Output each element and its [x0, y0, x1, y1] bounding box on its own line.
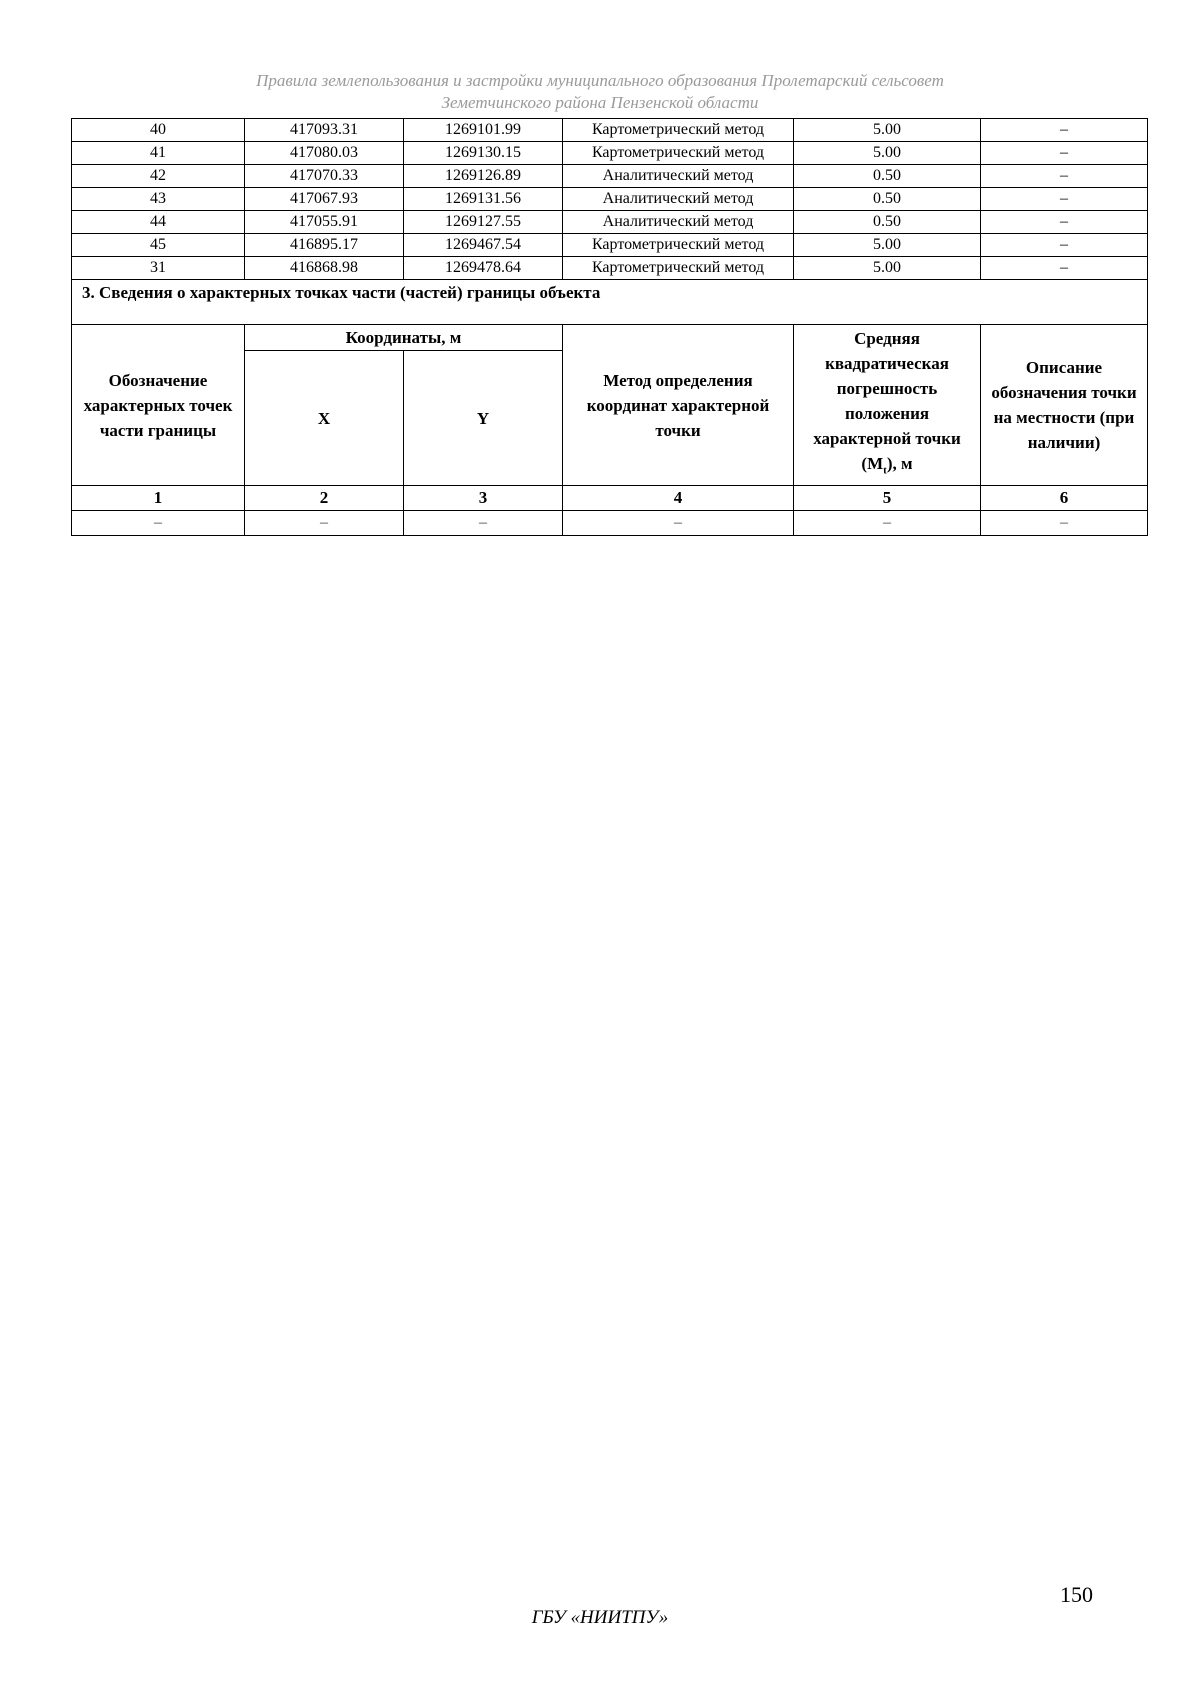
column-number-2: 2	[245, 486, 404, 511]
table-body	[72, 119, 1148, 280]
section-3-header-row	[72, 325, 1148, 351]
x-coordinate-cell: 416895.17	[245, 234, 404, 257]
method-cell: Аналитический метод	[563, 211, 794, 234]
point-number-cell: 42	[72, 165, 245, 188]
header-line-1: Правила землепользования и застройки муниципального образования Пролетарский сельсовет	[256, 71, 944, 90]
description-cell: –	[981, 188, 1148, 211]
page-number: 150	[1060, 1582, 1093, 1607]
header-method: Метод определения координат характерной точки	[563, 325, 794, 486]
table-row	[72, 257, 1148, 280]
column-number-3: 3	[404, 486, 563, 511]
point-number-cell: 41	[72, 142, 245, 165]
table-row	[72, 234, 1148, 257]
table-row	[72, 165, 1148, 188]
column-number-4: 4	[563, 486, 794, 511]
header-mean-error: Средняя квадратическая погрешность положения характерной точки $(M_t)$, м	[794, 325, 981, 486]
method-cell: Картометрический метод	[563, 234, 794, 257]
column-number-6: 6	[981, 486, 1148, 511]
empty-cell: –	[563, 511, 794, 536]
empty-cell: –	[245, 511, 404, 536]
y-coordinate-cell: 1269126.89	[404, 165, 563, 188]
mean-error-cell: 5.00	[794, 119, 981, 142]
method-cell: Картометрический метод	[563, 142, 794, 165]
mean-error-cell: 0.50	[794, 211, 981, 234]
header-x: X	[245, 351, 404, 486]
mean-error-cell: 5.00	[794, 234, 981, 257]
column-numbers-row	[72, 486, 1148, 511]
point-number-cell: 40	[72, 119, 245, 142]
x-coordinate-cell: 417093.31	[245, 119, 404, 142]
column-number-5: 5	[794, 486, 981, 511]
point-number-cell: 31	[72, 257, 245, 280]
table-row	[72, 188, 1148, 211]
mean-error-cell: 0.50	[794, 165, 981, 188]
x-coordinate-cell: 417080.03	[245, 142, 404, 165]
header-coordinates: Координаты, м	[245, 325, 563, 351]
point-number-cell: 44	[72, 211, 245, 234]
y-coordinate-cell: 1269127.55	[404, 211, 563, 234]
point-number-cell: 45	[72, 234, 245, 257]
document-footer: ГБУ «НИИТПУ»	[531, 1607, 669, 1628]
mean-error-cell: 5.00	[794, 142, 981, 165]
empty-data-row	[72, 511, 1148, 536]
method-cell: Картометрический метод	[563, 119, 794, 142]
mean-error-cell: 5.00	[794, 257, 981, 280]
table-row	[72, 211, 1148, 234]
section-3-title: 3. Сведения о характерных точках части (частей) границы объекта	[72, 280, 1148, 325]
description-cell: –	[981, 142, 1148, 165]
empty-cell: –	[72, 511, 245, 536]
method-cell: Аналитический метод	[563, 165, 794, 188]
y-coordinate-cell: 1269467.54	[404, 234, 563, 257]
point-number-cell: 43	[72, 188, 245, 211]
document-header	[120, 70, 1080, 114]
header-point-designation: Обозначение характерных точек части границы	[72, 325, 245, 486]
x-coordinate-cell: 417055.91	[245, 211, 404, 234]
mean-error-cell: 0.50	[794, 188, 981, 211]
description-cell: –	[981, 211, 1148, 234]
boundary-points-table	[71, 118, 1148, 536]
y-coordinate-cell: 1269130.15	[404, 142, 563, 165]
empty-cell: –	[794, 511, 981, 536]
method-cell: Аналитический метод	[563, 188, 794, 211]
empty-cell: –	[981, 511, 1148, 536]
table-row	[72, 119, 1148, 142]
header-description: Описание обозначения точки на местности (при наличии)	[981, 325, 1148, 486]
y-coordinate-cell: 1269478.64	[404, 257, 563, 280]
description-cell: –	[981, 165, 1148, 188]
header-line-2: Земетчинского района Пензенской области	[441, 93, 759, 112]
header-y: Y	[404, 351, 563, 486]
table-row	[72, 142, 1148, 165]
x-coordinate-cell: 417067.93	[245, 188, 404, 211]
description-cell: –	[981, 257, 1148, 280]
empty-cell: –	[404, 511, 563, 536]
x-coordinate-cell: 417070.33	[245, 165, 404, 188]
y-coordinate-cell: 1269131.56	[404, 188, 563, 211]
x-coordinate-cell: 416868.98	[245, 257, 404, 280]
section-3-row	[72, 280, 1148, 325]
method-cell: Картометрический метод	[563, 257, 794, 280]
y-coordinate-cell: 1269101.99	[404, 119, 563, 142]
description-cell: –	[981, 234, 1148, 257]
description-cell: –	[981, 119, 1148, 142]
column-number-1: 1	[72, 486, 245, 511]
